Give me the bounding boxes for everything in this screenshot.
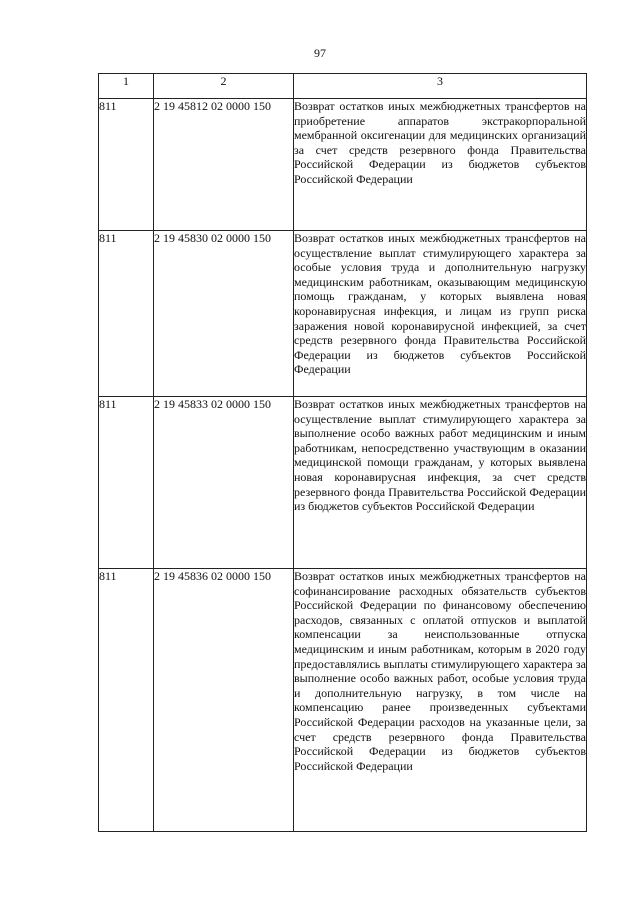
description-cell: Возврат остатков иных межбюджетных трансфертов на осуществление выплат стимулирующего характера за особые условия труда и дополнительную нагрузку медицинским работникам, оказывающим медицинскую помощь гражданам, у которых выявлена новая коронавирусная инфекция, и лицам из групп риска заражения новой коронавирусной инфекцией, за счет средств резервного фонда Правительства Российской Федерации из бюджетов субъектов Российской Федерации xyxy=(294,231,587,397)
administrator-code-cell: 811 xyxy=(99,397,154,569)
table-row xyxy=(99,99,587,231)
budget-code-cell: 2 19 45830 02 0000 150 xyxy=(154,231,294,397)
budget-code-cell: 2 19 45833 02 0000 150 xyxy=(154,397,294,569)
table-row xyxy=(99,397,587,569)
table-row xyxy=(99,569,587,832)
budget-code-cell: 2 19 45836 02 0000 150 xyxy=(154,569,294,832)
budget-code-cell: 2 19 45812 02 0000 150 xyxy=(154,99,294,231)
description-cell: Возврат остатков иных межбюджетных трансфертов на осуществление выплат стимулирующего характера за выполнение особо важных работ медицинским и иным работникам, непосредственно участвующим в оказании медицинской помощи гражданам, у которых выявлена новая коронавирусная инфекция, за счет средств резервного фонда Правительства Российской Федерации из бюджетов субъектов Российской Федерации xyxy=(294,397,587,569)
description-cell: Возврат остатков иных межбюджетных трансфертов на софинансирование расходных обязательств субъектов Российской Федерации по финансовому обеспечению расходов, связанных с оплатой отпусков и выплатой компенсации за неиспользованные отпуска медицинским и иным работникам, которым в 2020 году предоставлялись выплаты стимулирующего характера за выполнение особо важных работ, особые условия труда и дополнительную нагрузку, в том числе на компенсацию ранее произведенных субъектами Российской Федерации расходов на указанные цели, за счет средств резервного фонда Правительства Российской Федерации из бюджетов субъектов Российской Федерации xyxy=(294,569,587,832)
description-cell: Возврат остатков иных межбюджетных трансфертов на приобретение аппаратов экстракорпоральной мембранной оксигенации для медицинских организаций за счет средств резервного фонда Правительства Российской Федерации из бюджетов субъектов Российской Федерации xyxy=(294,99,587,231)
administrator-code-cell: 811 xyxy=(99,569,154,832)
budget-classification-table xyxy=(98,73,587,832)
column-header-2: 2 xyxy=(154,74,294,99)
administrator-code-cell: 811 xyxy=(99,231,154,397)
table-row xyxy=(99,231,587,397)
column-header-1: 1 xyxy=(99,74,154,99)
administrator-code-cell: 811 xyxy=(99,99,154,231)
column-header-3: 3 xyxy=(294,74,587,99)
table-header-row xyxy=(99,74,587,99)
page-number: 97 xyxy=(314,46,326,60)
